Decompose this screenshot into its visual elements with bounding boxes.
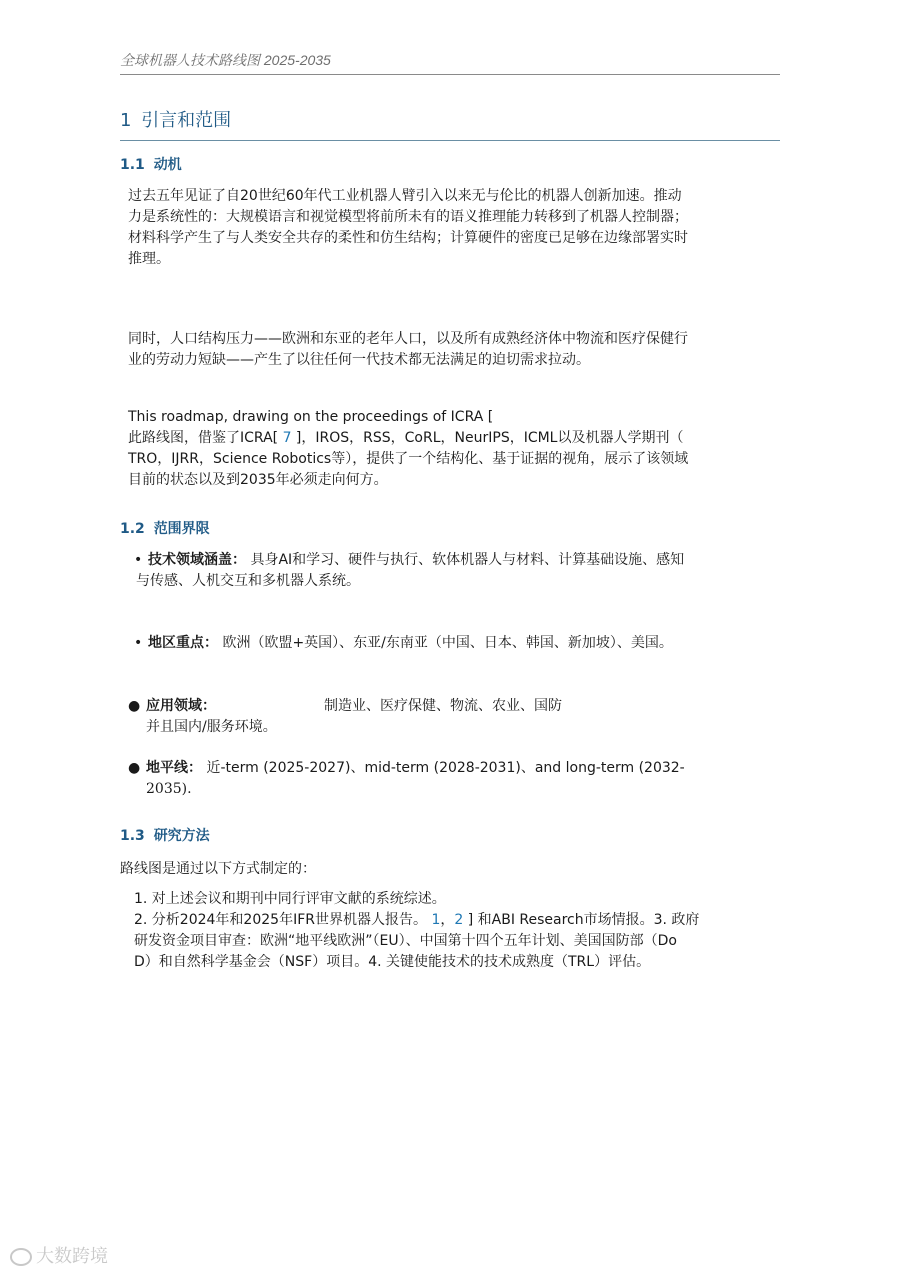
text-span: ]，IROS，RSS，CoRL，NeurIPS，ICML以及机器人学期刊（ (291, 430, 684, 446)
text-line: 研发资金项目审查：欧洲“地平线欧洲”（EU）、中国第十四个五年计划、美国国防部（Do (134, 933, 677, 949)
text-line: 过去五年见证了自20世纪60年代工业机器人臂引入以来无与伦比的机器人创新加速。推动 (128, 188, 682, 204)
bullet-label: 技术领域涵盖： (148, 552, 246, 568)
text-line: 同时，人口结构压力——欧洲和东亚的老年人口，以及所有成熟经济体中物流和医疗保健行 (128, 331, 688, 347)
bullet-dot: • (134, 635, 143, 651)
methodology-intro: 路线图是通过以下方式制定的： (120, 861, 316, 877)
page-header (120, 50, 780, 75)
header-rule (120, 74, 780, 75)
subsection-number: 1.2 (120, 521, 145, 537)
text-span: 此路线图，借鉴了ICRA[ (128, 430, 283, 446)
text-line: 目前的状态以及到2035年必须走向何方。 (128, 472, 388, 488)
subsection-heading-motivation (120, 154, 182, 174)
text-line: 材料科学产生了与人类安全共存的柔性和仿生结构；计算硬件的密度已足够在边缘部署实时 (128, 230, 688, 246)
scope-bullet-applications (128, 696, 780, 738)
scope-bullet-horizon (128, 758, 780, 800)
text-span: ] 和ABI Research市场情报。3. 政府 (463, 912, 700, 928)
section-heading (120, 106, 780, 141)
bullet-dot: ● (128, 760, 141, 776)
section-number: 1 (120, 110, 132, 131)
text-span: ， (440, 912, 455, 928)
list-item: 1. 对上述会议和期刊中同行评审文献的系统综述。 (134, 891, 446, 907)
text-line: 业的劳动力短缺——产生了以往任何一代技术都无法满足的迫切需求拉动。 (128, 352, 590, 368)
bullet-text: 2035). (146, 781, 192, 797)
text-line: 推理。 (128, 251, 170, 267)
subsection-title: 动机 (153, 157, 182, 173)
running-title: 全球机器人技术路线图 2025-2035 (120, 52, 331, 68)
section-title: 引言和范围 (141, 110, 232, 131)
bullet-text: 制造业、医疗保健、物流、农业、国防 (324, 698, 562, 714)
text-line: 力是系统性的：大规模语言和视觉模型将前所未有的语义推理能力转移到了机器人控制器； (128, 209, 688, 225)
text-line: D）和自然科学基金会（NSF）项目。4. 关键使能技术的技术成熟度（TRL）评估。 (134, 954, 651, 970)
subsection-heading-scope (120, 518, 210, 538)
text-line: This roadmap, drawing on the proceedings of ICRA [ (128, 409, 494, 425)
citation-link[interactable]: 1 (431, 912, 441, 928)
watermark (10, 1242, 108, 1268)
bullet-text: 具身AI和学习、硬件与执行、软体机器人与材料、计算基础设施、感知 (250, 552, 685, 568)
citation-link[interactable]: 2 (454, 912, 464, 928)
bullet-text: 欧洲（欧盟+英国）、东亚/东南亚（中国、日本、韩国、新加坡）、美国。 (222, 635, 673, 651)
subsection-heading-methodology (120, 825, 210, 845)
bullet-label: 应用领域： (146, 698, 216, 714)
subsection-title: 范围界限 (153, 521, 210, 537)
subsection-title: 研究方法 (153, 828, 210, 844)
text-span: 2. 分析2024年和2025年IFR世界机器人报告。 (134, 912, 432, 928)
motivation-paragraph-1 (128, 186, 780, 270)
text-line: TRO，IJRR，Science Robotics等），提供了一个结构化、基于证据的视角，展示了该领域 (128, 451, 689, 467)
bullet-text: 并且国内/服务环境。 (146, 719, 277, 735)
citation-link[interactable]: 7 (282, 430, 292, 446)
watermark-text: 大数跨境 (36, 1246, 108, 1267)
subsection-number: 1.1 (120, 157, 145, 173)
list-item (134, 910, 780, 931)
bullet-label: 地平线： (146, 760, 202, 776)
bullet-label: 地区重点： (148, 635, 218, 651)
bullet-text: 近-term (2025-2027)、mid-term (2028-2031)、and long-term (2032- (206, 760, 685, 776)
subsection-number: 1.3 (120, 828, 145, 844)
bullet-text: 与传感、人机交互和多机器人系统。 (136, 573, 360, 589)
bullet-dot: ● (128, 698, 141, 714)
scope-bullet-region (134, 633, 780, 654)
methodology-list (134, 889, 780, 973)
motivation-paragraph-3 (128, 407, 780, 491)
motivation-paragraph-2 (128, 329, 780, 371)
watermark-logo-icon (10, 1248, 32, 1266)
text-line (128, 428, 780, 449)
bullet-dot: • (134, 552, 143, 568)
scope-bullet-tech (134, 550, 780, 592)
